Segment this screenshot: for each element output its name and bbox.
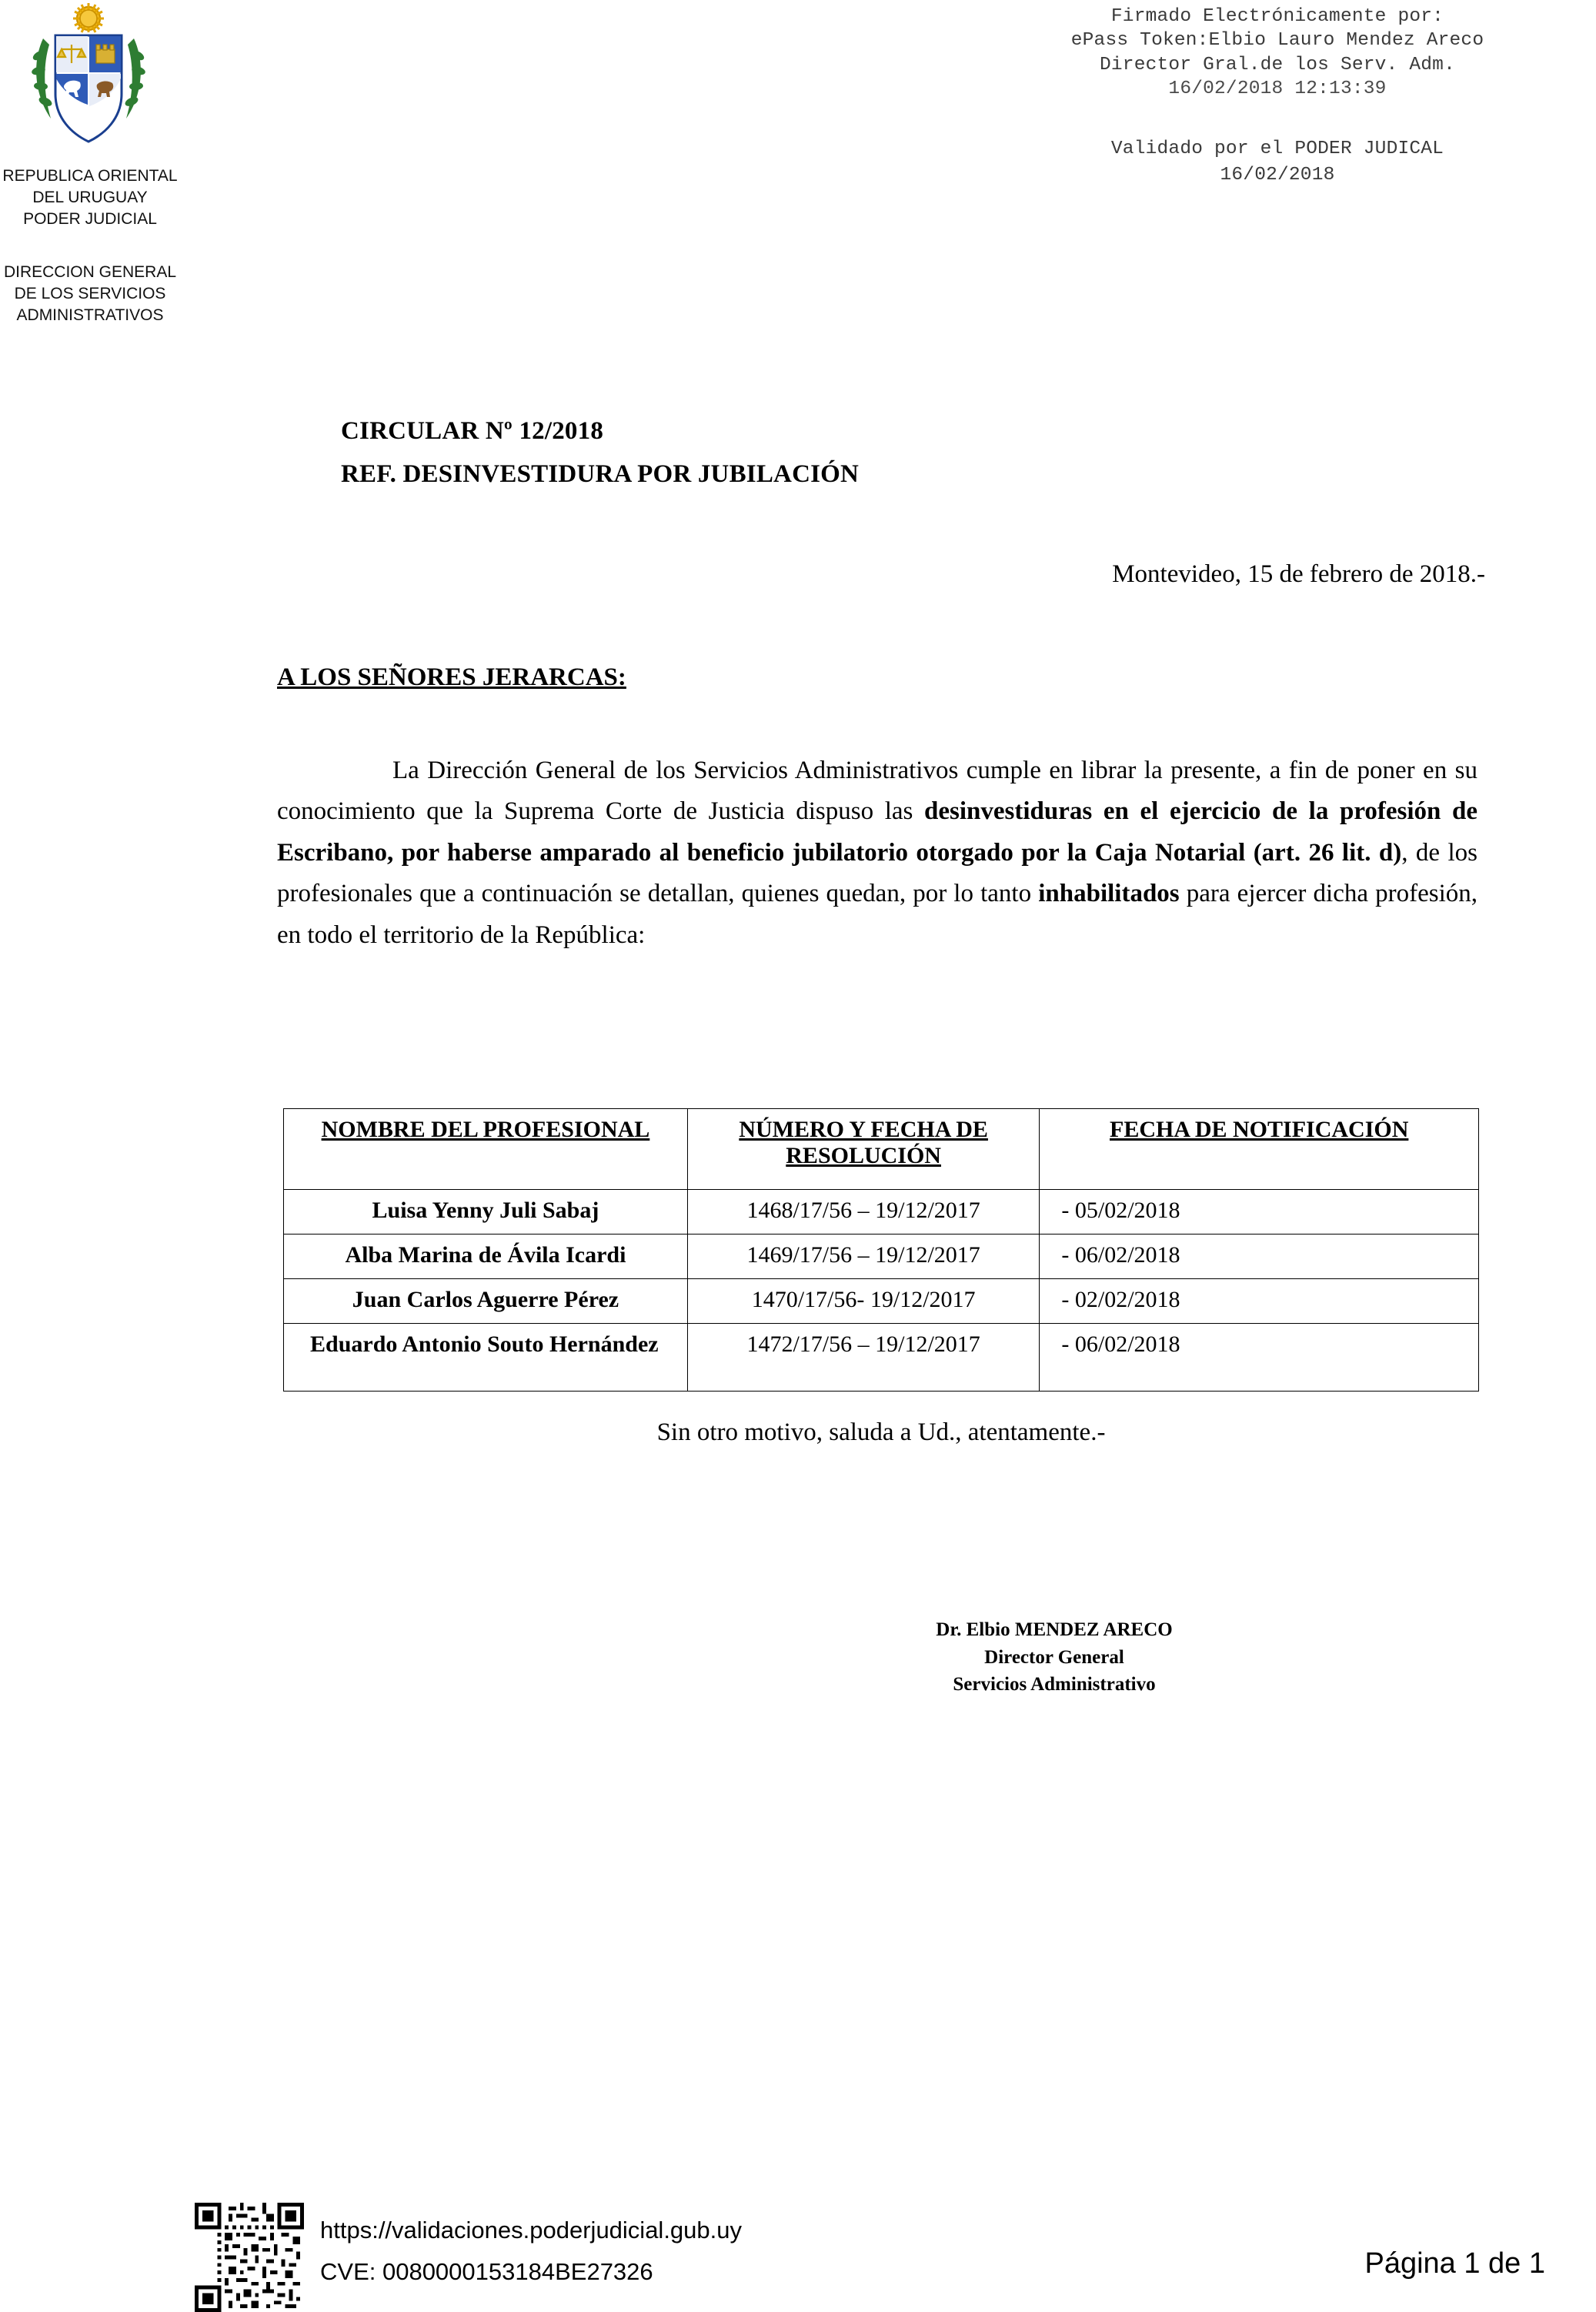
table-header-nombre: NOMBRE DEL PROFESIONAL: [284, 1109, 688, 1190]
cell-nombre: Juan Carlos Aguerre Pérez: [284, 1279, 688, 1324]
esignature-line-3: Director Gral.de los Serv. Adm.: [1100, 54, 1455, 75]
table-row: [284, 1190, 1479, 1235]
closing-line: Sin otro motivo, saluda a Ud., atentamente.-: [656, 1418, 1106, 1446]
esignature-line-2: ePass Token:Elbio Lauro Mendez Areco: [1070, 30, 1484, 52]
table-header-resolucion: NÚMERO Y FECHA DE RESOLUCIÓN: [687, 1109, 1039, 1190]
body-bold-2: inhabilitados: [1038, 880, 1180, 908]
body-paragraph: [277, 750, 1477, 956]
cell-notificacion: - 06/02/2018: [1040, 1235, 1479, 1279]
signature-block: [816, 1616, 1293, 1699]
signer-department: Servicios Administrativo: [953, 1674, 1156, 1695]
cell-nombre: Luisa Yenny Juli Sabaj: [284, 1190, 688, 1235]
signer-name: Dr. Elbio MENDEZ ARECO: [936, 1619, 1173, 1640]
professionals-table: [283, 1108, 1479, 1392]
cell-notificacion: - 02/02/2018: [1040, 1279, 1479, 1324]
validation-date: 16/02/2018: [1220, 164, 1335, 185]
office-line-1: DIRECCION GENERAL: [3, 263, 177, 281]
addressee-text: A LOS SEÑORES JERARCAS:: [277, 663, 626, 691]
cell-resolucion: 1469/17/56 – 19/12/2017: [687, 1235, 1039, 1279]
cve-code: CVE: 0080000153184BE27326: [320, 2258, 653, 2285]
table-row: [284, 1235, 1479, 1279]
office-line-3: ADMINISTRATIVOS: [16, 306, 164, 324]
circular-reference: REF. DESINVESTIDURA POR JUBILACIÓN: [341, 460, 860, 488]
esignature-line-1: Firmado Electrónicamente por:: [1110, 6, 1444, 27]
qr-code-icon: [195, 2203, 304, 2312]
office-line-2: DE LOS SERVICIOS: [14, 284, 166, 302]
cell-nombre: Alba Marina de Ávila Icardi: [284, 1235, 688, 1279]
cell-notificacion: - 05/02/2018: [1040, 1190, 1479, 1235]
cell-resolucion: 1468/17/56 – 19/12/2017: [687, 1190, 1039, 1235]
body-part-3: para ejercer dicha profesión, en todo el territorio de la República:: [277, 880, 1477, 949]
validation-authority: Validado por el PODER JUDICAL: [1110, 139, 1444, 159]
cell-notificacion: - 06/02/2018: [1040, 1324, 1479, 1392]
institution-line-2: DEL URUGUAY: [32, 188, 148, 206]
table-row: [284, 1324, 1479, 1392]
table-header-notificacion: FECHA DE NOTIFICACIÓN: [1040, 1109, 1479, 1190]
validation-url[interactable]: https://validaciones.poderjudicial.gub.uy: [320, 2217, 743, 2244]
signer-title: Director General: [984, 1646, 1124, 1668]
esignature-timestamp: 16/02/2018 12:13:39: [1168, 79, 1387, 100]
body-part-2: , de los profesionales que a continuación se detallan, quienes quedan, por lo tanto: [277, 838, 1477, 908]
table-header-row: [284, 1109, 1479, 1190]
place-and-date: Montevideo, 15 de febrero de 2018.-: [1112, 560, 1485, 588]
table-row: [284, 1279, 1479, 1324]
body-part-1: La Dirección General de los Servicios Administrativos cumple en librar la presente, a fin de poner en su conocimiento que la Suprema Corte de Justicia dispuso las: [277, 757, 1477, 826]
cell-resolucion: 1472/17/56 – 19/12/2017: [687, 1324, 1039, 1392]
cell-nombre: Eduardo Antonio Souto Hernández: [284, 1324, 688, 1392]
circular-number: CIRCULAR Nº 12/2018: [341, 417, 604, 445]
body-bold-1: desinvestiduras en el ejercicio de la profesión de Escribano, por haberse amparado al beneficio jubilatorio otorgado por la Caja Notarial (art. 26 lit. d): [277, 797, 1478, 867]
institution-line-3: PODER JUDICIAL: [23, 209, 157, 228]
addressee: [277, 663, 626, 692]
institution-line-1: REPUBLICA ORIENTAL: [2, 167, 178, 185]
cell-resolucion: 1470/17/56- 19/12/2017: [687, 1279, 1039, 1324]
page-number: Página 1 de 1: [1364, 2247, 1545, 2280]
